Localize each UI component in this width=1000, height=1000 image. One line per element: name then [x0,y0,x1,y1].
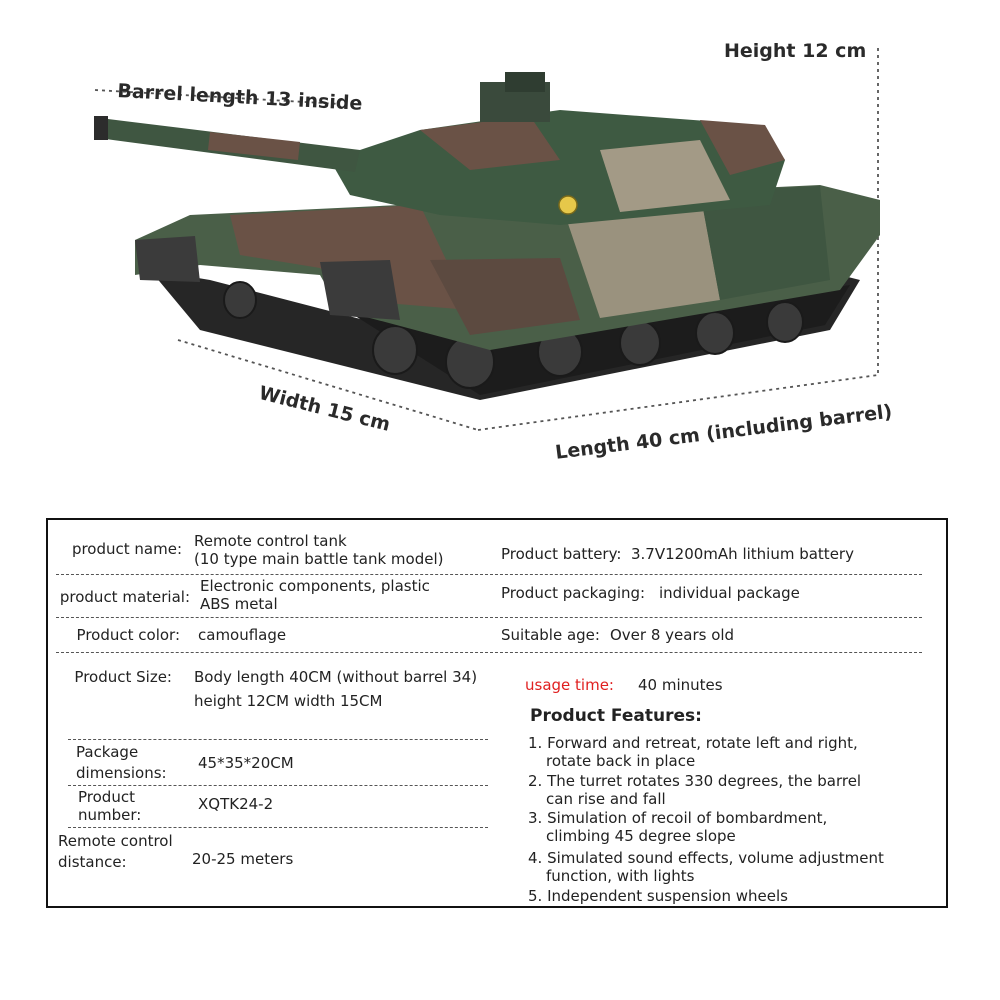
packaging-value: individual package [659,584,800,602]
color-label: Product color: [76,626,180,644]
package-dimensions-label-line2: dimensions: [76,764,167,782]
feature-4-line1: 4. Simulated sound effects, volume adjustment [528,849,884,867]
barrel-length-label: Barrel length 13 inside [116,80,363,115]
spec-table [46,518,948,908]
package-dimensions-value: 45*35*20CM [198,754,294,772]
row-divider [56,652,922,653]
emblem-icon [559,196,577,214]
material-value-line2: ABS metal [200,595,278,613]
product-name-value-line2: (10 type main battle tank model) [194,550,444,568]
battery-value: 3.7V1200mAh lithium battery [631,545,854,563]
height-label: Height 12 cm [724,40,867,62]
age-value: Over 8 years old [610,626,735,644]
feature-1-line2: rotate back in place [546,752,696,770]
remote-distance-value: 20-25 meters [192,850,294,868]
width-label: Width 15 cm [256,382,393,436]
feature-4-line2: function, with lights [546,867,695,885]
color-value: camouflage [198,626,287,644]
battery-label: Product battery: [501,545,622,563]
size-label: Product Size: [74,668,172,686]
row-divider [56,574,922,575]
package-dimensions-label-line1: Package [76,743,139,761]
packaging-label: Product packaging: [501,584,646,602]
feature-2-line2: can rise and fall [546,790,666,808]
features-title: Product Features: [530,706,702,726]
length-label: Length 40 cm (including barrel) [554,400,894,464]
product-number-value: XQTK24-2 [198,795,274,813]
material-label: product material: [59,588,190,606]
usage-time-value: 40 minutes [638,676,723,694]
tank-barrel [94,116,360,172]
remote-distance-label-line1: Remote control [58,832,173,850]
row-divider [68,785,488,786]
feature-1-line1: 1. Forward and retreat, rotate left and right, [528,734,858,752]
row-divider [68,739,488,740]
feature-3-line1: 3. Simulation of recoil of bombardment, [528,809,828,827]
age-label: Suitable age: [501,626,600,644]
feature-5-line1: 5. Independent suspension wheels [528,887,788,905]
material-value-line1: Electronic components, plastic [200,577,430,595]
product-name-value-line1: Remote control tank [194,532,347,550]
row-divider [68,827,488,828]
feature-2-line1: 2. The turret rotates 330 degrees, the barrel [528,772,862,790]
size-value-line2: height 12CM width 15CM [194,692,383,710]
product-number-label-line2: number: [78,806,142,824]
remote-distance-label-line2: distance: [58,853,127,871]
size-value-line1: Body length 40CM (without barrel 34) [194,668,478,686]
feature-3-line2: climbing 45 degree slope [546,827,736,845]
row-divider [56,617,922,618]
product-name-label: product name: [71,540,182,558]
product-number-label-line1: Product [78,788,135,806]
tank-turret [330,72,785,225]
usage-time-label: usage time: [525,676,614,694]
